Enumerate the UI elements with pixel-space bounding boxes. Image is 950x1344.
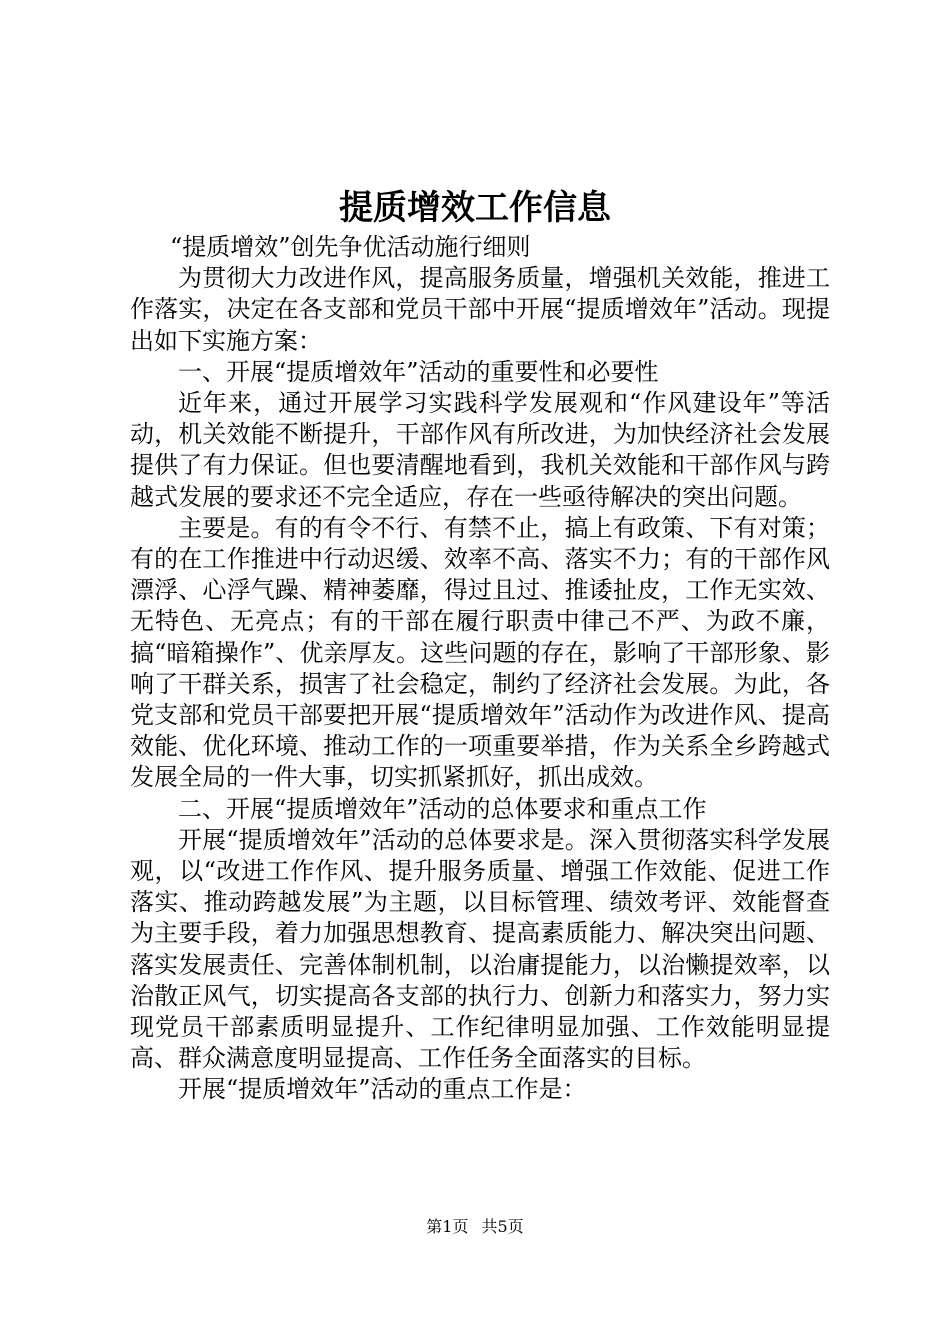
paragraph-subtitle: “提质增效”创先争优活动施行细则 bbox=[170, 233, 531, 261]
page-total: 共5页 bbox=[481, 1217, 524, 1236]
document-body bbox=[130, 232, 830, 1106]
paragraph-problems: 主要是。有的有令不行、有禁不止，搞上有政策、下有对策；有的在工作推进中行动迟缓、效率不高、落实不力；有的干部作风漂浮、心浮气躁、精神萎靡，得过且过、推诿扯皮，工作无实效、无特色、无亮点；有的干部在履行职责中律己不严、为政不廉，搞“暗箱操作”、优亲厚友。这些问题的存在，影响了干部形象、影响了干群关系，损害了社会稳定，制约了经济社会发展。为此，各党支部和党员干部要把开展“提质增效年”活动作为改进作风、提高效能、优化环境、推动工作的一项重要举措，作为关系全乡跨越式发展全局的一件大事，切实抓紧抓好，抓出成效。 bbox=[130, 513, 830, 792]
paragraph-intro: 为贯彻大力改进作风，提高服务质量，增强机关效能，推进工作落实，决定在各支部和党员干部中开展“提质增效年”活动。现提出如下实施方案： bbox=[130, 264, 830, 355]
page-footer bbox=[0, 1216, 950, 1238]
paragraph-background: 近年来，通过开展学习实践科学发展观和“作风建设年”等活动，机关效能不断提升，干部作风有所改进，为加快经济社会发展提供了有力保证。但也要清醒地看到，我机关效能和干部作风与跨越式发展的要求还不完全适应，存在一些亟待解决的突出问题。 bbox=[130, 389, 830, 511]
section-heading-2: 二、开展“提质增效年”活动的总体要求和重点工作 bbox=[178, 794, 707, 823]
document-title: 提质增效工作信息 bbox=[339, 188, 611, 228]
section-heading-1: 一、开展“提质增效年”活动的重要性和必要性 bbox=[178, 357, 659, 386]
paragraph-requirements: 开展“提质增效年”活动的总体要求是。深入贯彻落实科学发展观，以“改进工作作风、提升服务质量、增强工作效能、促进工作落实、推动跨越发展”为主题，以目标管理、绩效考评、效能督查为主要手段，着力加强思想教育、提高素质能力、解决突出问题、落实发展责任、完善体制机制，以治庸提能力，以治懒提效率，以治散正风气，切实提高各支部的执行力、创新力和落实力，努力实现党员干部素质明显提升、工作纪律明显加强、工作效能明显提高、群众满意度明显提高、工作任务全面落实的目标。 bbox=[130, 825, 830, 1073]
page-number: 第1页 bbox=[426, 1217, 469, 1236]
paragraph-key-work: 开展“提质增效年”活动的重点工作是： bbox=[178, 1075, 587, 1104]
